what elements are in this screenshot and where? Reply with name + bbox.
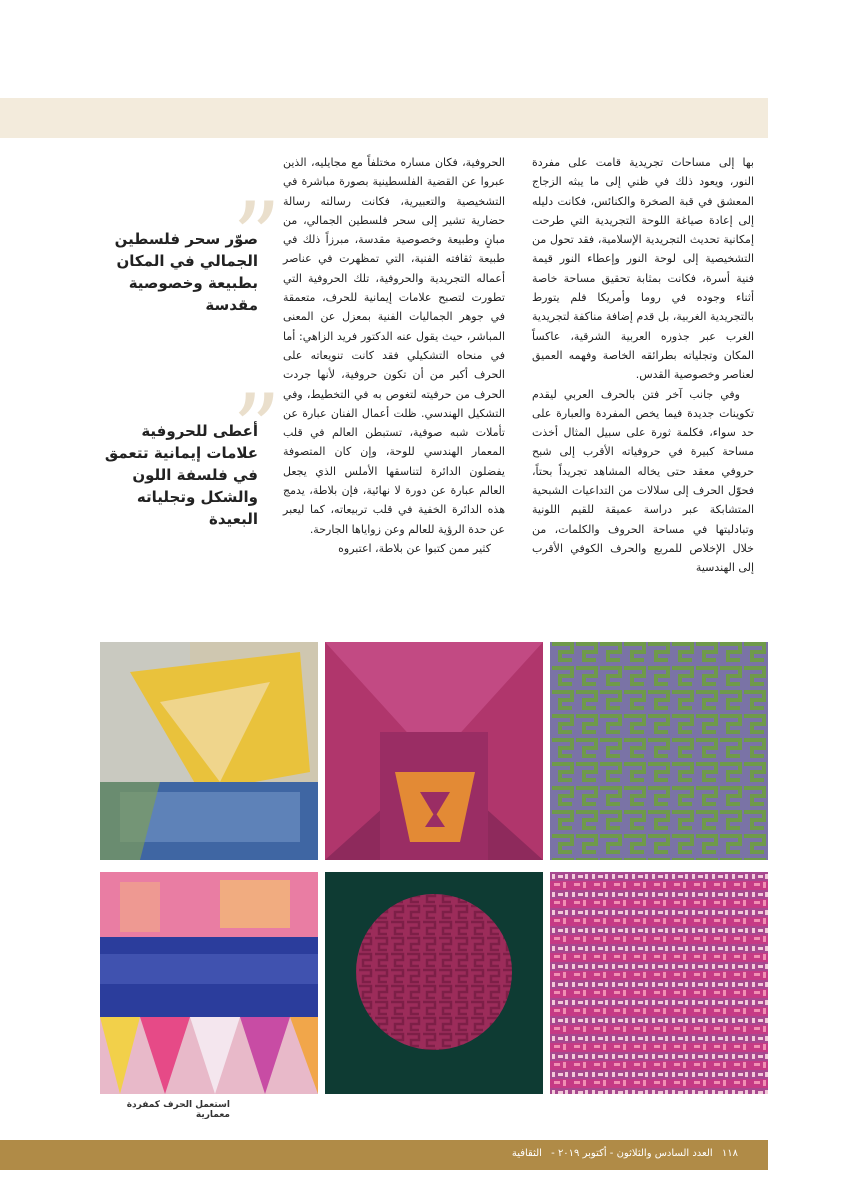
quote-mark-icon: ” xyxy=(232,374,282,486)
image-caption: استعمل الحرف كمفردة معمارية xyxy=(126,1100,230,1120)
artwork-color-bands xyxy=(100,872,318,1094)
page-footer xyxy=(0,1140,768,1170)
paragraph: كثير ممن كتبوا عن بلاطة، اعتبروه xyxy=(338,541,491,555)
artwork-kufic-maze xyxy=(550,642,768,860)
artwork-geometric-abstract xyxy=(100,642,318,860)
pull-quote-1: صوّر سحر فلسطين الجمالي في المكان بطبيعة وخصوصية مقدسة xyxy=(114,230,258,314)
artwork-circle-kufic xyxy=(325,872,543,1094)
top-color-band xyxy=(0,98,768,138)
page-number: ١١٨ xyxy=(721,1148,738,1159)
paragraph: وفي جانب آخر فتن بالحرف العربي ليقدم تكوينات جديدة فيما يخص المفردة والعبارة على حد سواء، فكلمة ثورة على سبيل المثال أخذت مساحة كبيرة في حروفياته الأقرب إلى شبح حروفي معقد حتى يخاله المشاهد تجريداً بحتاً، فحوّل الحرف إلى سلالات من التداعيات الشبحية المتشابكة عبر دراسة عميقة للقيم اللونية وتبادليتها في مساحة الحروف والكلمات، من خلال الإخلاص للمربع والحرف الكوفي الأقرب إلى الهندسية xyxy=(532,387,754,575)
article-column-middle xyxy=(283,153,505,558)
footer-text xyxy=(506,1148,738,1159)
paragraph: الحروفية، فكان مساره مختلفاً مع مجايليه، الذين عبروا عن القضية الفلسطينية بصورة مباشرة في التشخيصية والتعبيرية، فكانت رسالته رسالة حضارية تشير إلى سحر فلسطين الجمالي، من مبانٍ وطبيعة وخصوصية مقدسة، مبرزاً ذلك في طبيعة ثقافته الفنية، التي تمظهرت في عناصر أعماله التجريدية والحروفية، تلك الحروفية التي تطورت لتصبح علامات إيمانية للحرف، متعمقة في جوهر الجماليات الفنية بمعزل عن المعنى المباشر، حيث يقول عنه الدكتور فريد الزاهي: أما في منحاه التشكيلي فقد كانت تنويعاته على الحرف أكبر من أن تكون حروفية، لأنها جردت الحرف من حرفيته لتغوص به في التخطيط، وفي التشكيل الهندسي. ظلت أعمال الفنان عبارة عن تأملات شبه صوفية، تستبطن العالم في قلب المعمار الهندسي للوحة، وإن كان المتصوفة يفضلون الدائرة لتناسقها الأملس الذي يجعل العالم عبارة عن دورة لا نهائية، فإن بلاطة، يدمج هذه الدائرة الخفية في قلب تربيعاته، كما ليعبر عن حدة الرؤية للعالم وعن زواياها الجارحة. xyxy=(283,156,505,536)
issue-info: العدد السادس والثلاثون - أكتوبر ٢٠١٩ - xyxy=(551,1148,713,1159)
pull-quote-2: أعطى للحروفية علامات إيمانية تتعمق في فلسفة اللون والشكل وتجلياته البعيدة xyxy=(104,422,258,528)
article-column-right xyxy=(532,153,754,578)
artwork-letter-rows xyxy=(550,872,768,1094)
artwork-hourglass-geometric xyxy=(325,642,543,860)
paragraph: بها إلى مساحات تجريدية قامت على مفردة النور، ويعود ذلك في ظني إلى ما يبثه الزجاج المعشق في قبة الصخرة والكنائس، فكانت دليله إلى إعادة صياغة اللوحة التجريدية التي طرحت إمكانية تحديث التجريدية الإسلامية، فقد تحول من التشخيصية إلى لوحة النور وإعطاء النور قيمة فنية أسرة، فكانت بمثابة تحقيق مساحة خاصة أثناء وجوده في روما وأمريكا فلم يتورط بالتجريدية الغربية، بل قدم إضافة مناكفة لتجريدية الغرب عبر جذوره العربية الشرقية، عاكساً المكان وتجلياته بطرائقه الخاصة وفهمه العميق لعناصر وخصوصية القدس. xyxy=(532,156,754,382)
quote-mark-icon: ” xyxy=(232,182,282,294)
magazine-logo: الثقافية xyxy=(511,1148,542,1159)
